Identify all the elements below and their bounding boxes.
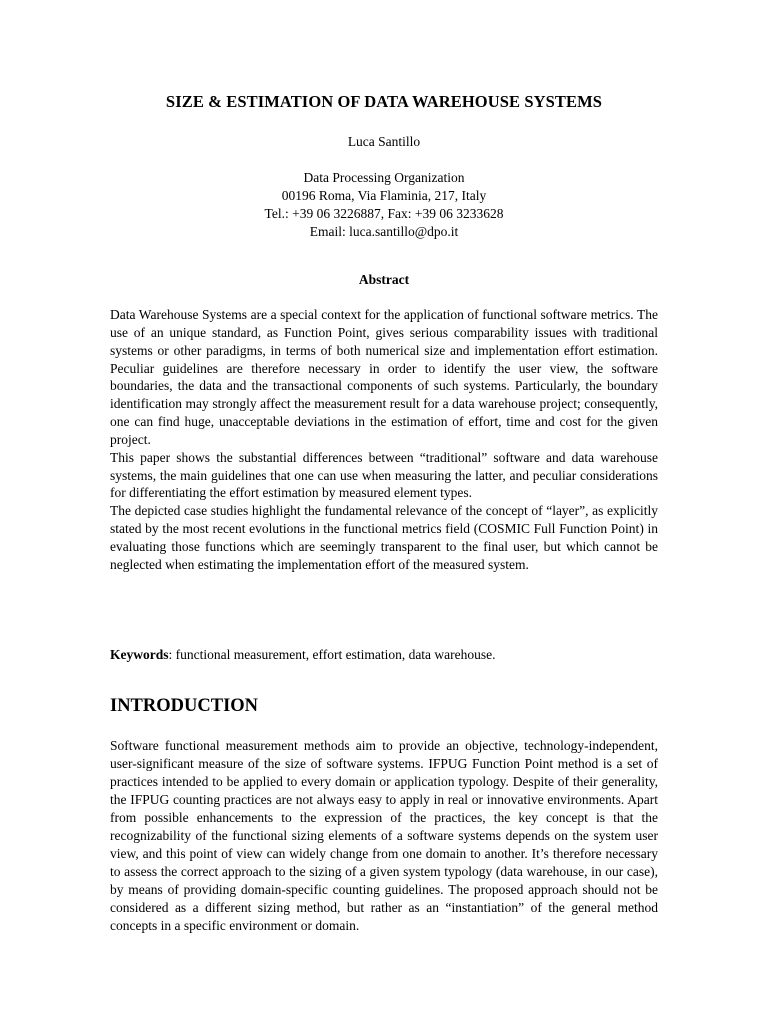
abstract-body bbox=[110, 306, 658, 574]
author-name: Luca Santillo bbox=[347, 134, 421, 149]
introduction-body bbox=[110, 737, 658, 934]
abstract-paragraph: This paper shows the substantial differences between “traditional” software and data warehouse systems, the main guidelines that one can use when measuring the latter, and peculiar considerations for differentiating the effort estimation by measured element types. bbox=[110, 449, 658, 501]
affiliation-address: 00196 Roma, Via Flaminia, 217, Italy bbox=[281, 188, 487, 203]
keywords-separator: : bbox=[168, 647, 176, 662]
paper-title: SIZE & ESTIMATION OF DATA WAREHOUSE SYSTEMS bbox=[165, 92, 603, 111]
keywords-line bbox=[110, 646, 658, 664]
affiliation-email: Email: luca.santillo@dpo.it bbox=[309, 224, 459, 239]
abstract-paragraph: The depicted case studies highlight the fundamental relevance of the concept of “layer”, as explicitly stated by the most recent evolutions in the functional metrics field (COSMIC Full Function Point) in evaluating those functions which are seemingly transparent to the final user, but which cannot be neglected when estimating the implementation effort of the measured system. bbox=[110, 503, 658, 572]
section-heading-introduction: INTRODUCTION bbox=[110, 696, 259, 716]
affiliation-phone-fax: Tel.: +39 06 3226887, Fax: +39 06 3233628 bbox=[264, 206, 504, 221]
author-affiliation bbox=[110, 169, 658, 241]
affiliation-organization: Data Processing Organization bbox=[303, 170, 465, 185]
abstract-heading: Abstract bbox=[358, 272, 410, 287]
introduction-paragraph: Software functional measurement methods aim to provide an objective, technology-independent, user-significant measure of the size of software systems. IFPUG Function Point method is a set of practices intended to be applied to every domain or application typology. Despite of their generality, the IFPUG counting practices are not always easy to apply in real or innovative environments. Apart from possible enhancements to the expression of the practices, the key concept is that the recognizability of the functional sizing elements of a software systems depends on the system user view, and this point of view can widely change from one domain to another. It’s therefore necessary to assess the correct approach to the sizing of a given system typology (data warehouse, in our case), by means of providing domain-specific counting guidelines. The proposed approach should not be considered as a different sizing method, but rather as an “instantiation” of the general method concepts in a specific environment or domain. bbox=[110, 738, 658, 933]
keywords-text: functional measurement, effort estimation, data warehouse. bbox=[175, 647, 496, 662]
keywords-label: Keywords bbox=[110, 647, 169, 662]
abstract-paragraph: Data Warehouse Systems are a special context for the application of functional software metrics. The use of an unique standard, as Function Point, gives serious comparability issues with traditional systems or other paradigms, in terms of both numerical size and implementation effort estimation. Peculiar guidelines are therefore necessary in order to identify the user view, the software boundaries, the data and the transactional components of such systems. Particularly, the boundary identification may strongly affect the measurement result for a data warehouse project; consequently, one can find huge, unacceptable deviations in the estimation of effort, time and cost for the given project. bbox=[110, 307, 658, 447]
